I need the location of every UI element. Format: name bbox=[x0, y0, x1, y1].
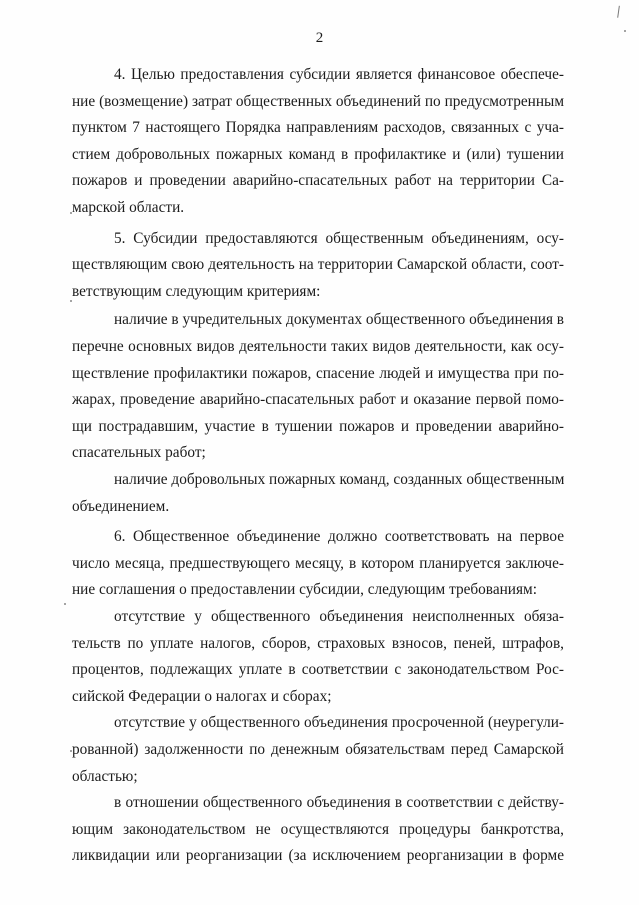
text-line: 6. Общественное объединение должно соответствовать на первое bbox=[114, 528, 564, 546]
text-line: областью; bbox=[72, 767, 138, 785]
text-line: отсутствие у общественного объединения неисполненных обяза- bbox=[114, 608, 564, 625]
text-line: пунктом 7 настоящего Порядка направлениям расходов, связанных с уча- bbox=[72, 119, 564, 137]
page-number: 2 bbox=[315, 30, 324, 46]
text-line: ликвидации или реорганизации (за исключением реорганизации в форме bbox=[72, 847, 564, 865]
scan-speck bbox=[64, 603, 66, 605]
text-line: перечне основных видов деятельности таких видов деятельности, как осу- bbox=[72, 338, 564, 355]
text-line: щи пострадавшим, участие в тушении пожаров и проведении аварийно- bbox=[72, 417, 564, 435]
text-line: тельств по уплате налогов, сборов, страховых взносов, пеней, штрафов, bbox=[72, 634, 564, 652]
text-line: 5. Субсидии предоставляются общественным объединениям, осу- bbox=[114, 229, 564, 247]
text-line: жарах, проведение аварийно-спасательных работ и оказание первой помо- bbox=[72, 391, 564, 409]
text-line: рованной) задолженности по денежным обязательствам перед Самарской bbox=[72, 741, 564, 758]
text-line: спасательных работ; bbox=[72, 444, 206, 462]
text-line: марской области. bbox=[72, 199, 185, 216]
scan-mark bbox=[617, 6, 624, 19]
text-line: стием добровольных пожарных команд в профилактике и (или) тушении bbox=[72, 145, 564, 163]
text-line: 4. Целью предоставления субсидии является финансовое обеспече- bbox=[114, 66, 564, 83]
text-line: отсутствие у общественного объединения просроченной (неурегули- bbox=[114, 714, 564, 732]
text-line: сийской Федерации о налогах и сборах; bbox=[72, 687, 332, 705]
text-line: число месяца, предшествующего месяцу, в котором планируется заключе- bbox=[72, 554, 564, 572]
text-line: ющим законодательством не осуществляются процедуры банкротства, bbox=[72, 820, 564, 838]
text-line: процентов, подлежащих уплате в соответствии с законодательством Рос- bbox=[72, 661, 564, 679]
text-line: наличие в учредительных документах общественного объединения в bbox=[114, 311, 564, 329]
text-line: ществляющим свою деятельность на территории Самарской области, соот- bbox=[72, 256, 564, 274]
text-line: ветствующим следующим критериям: bbox=[72, 282, 321, 300]
text-line: ние (возмещение) затрат общественных объединений по предусмотренным bbox=[72, 92, 564, 110]
text-line: наличие добровольных пожарных команд, созданных общественным bbox=[114, 471, 564, 488]
text-line: пожаров и проведении аварийно-спасательных работ на территории Са- bbox=[72, 172, 564, 190]
text-line: объединением. bbox=[72, 497, 170, 515]
text-line: ществление профилактики пожаров, спасение людей и имущества при по- bbox=[72, 364, 564, 382]
text-line: ние соглашения о предоставлении субсидии, следующим требованиям: bbox=[72, 581, 537, 599]
text-line: в отношении общественного объединения в соответствии с действу- bbox=[114, 794, 564, 812]
